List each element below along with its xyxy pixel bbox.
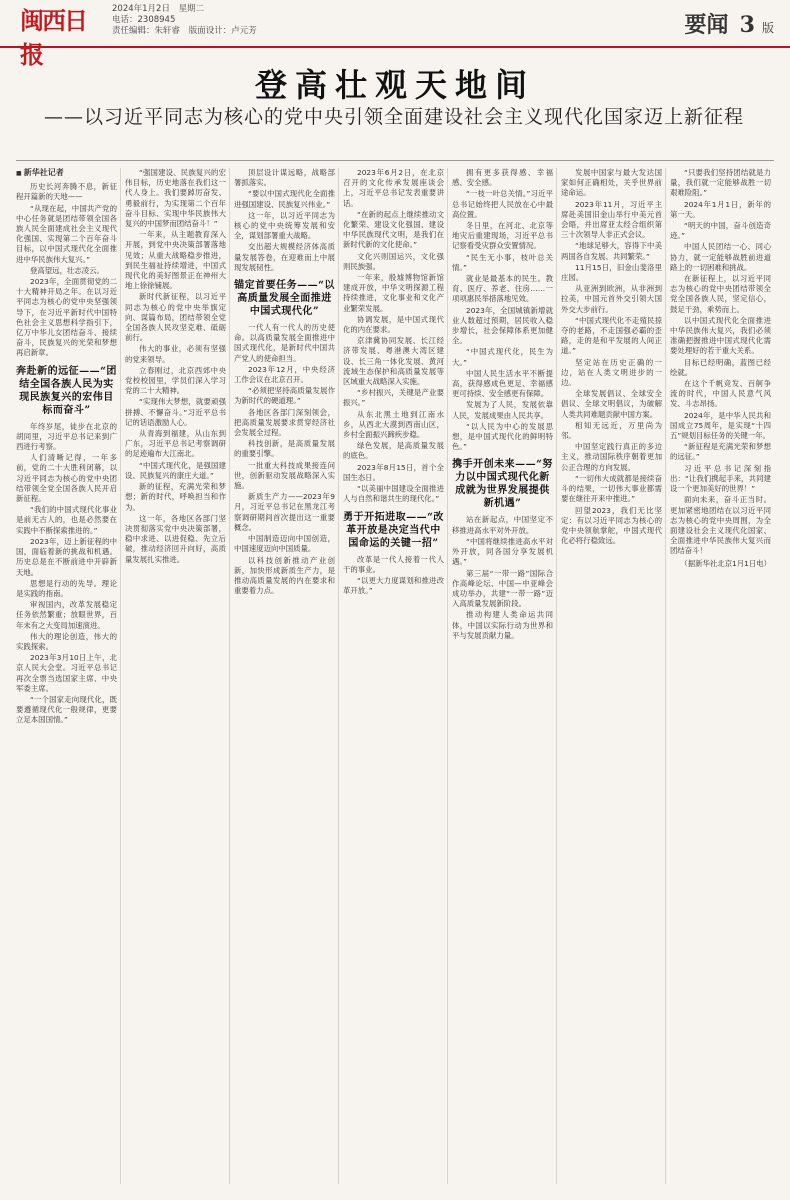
article-paragraph: 文化兴则国运兴，文化强则民族强。 bbox=[343, 251, 444, 271]
article-paragraph: 中国制造迈向中国创造，中国速度迈向中国质量。 bbox=[234, 534, 335, 554]
article-paragraph: 2023年3月10日上午，北京人民大会堂。习近平总书记再次全票当选国家主席、中央军委主席。 bbox=[16, 653, 117, 693]
article-paragraph: 中国人民团结一心、同心协力，就一定能够战胜前进道路上的一切困难和挑战。 bbox=[670, 242, 771, 272]
article-paragraph: 就业是最基本的民生。教育、医疗、养老、住房……一项项惠民举措落地见效。 bbox=[452, 274, 553, 304]
article-headline: 登高壮观天地间 bbox=[254, 66, 535, 104]
section-subtitle: 奔赴新的远征——“团结全国各族人民为实现民族复兴的宏伟目标而奋斗” bbox=[16, 365, 117, 416]
article-paragraph: 审视国内，改革发展稳定任务依然繁重；放眼世界，百年未有之大变局加速演进。 bbox=[16, 600, 117, 630]
article-paragraph: “只要我们坚持团结就是力量，我们就一定能够战胜一切艰难险阻。” bbox=[670, 168, 771, 198]
article-paragraph: 2023年12月，中央经济工作会议在北京召开。 bbox=[234, 364, 335, 385]
article-paragraph: 拥有更多获得感、幸福感、安全感。 bbox=[452, 168, 553, 188]
newspaper-logo: 闽西日报 bbox=[20, 6, 86, 69]
edition-label bbox=[684, 8, 774, 39]
article-paragraph: 站在新起点，中国坚定不移推进高水平对外开放。 bbox=[452, 515, 553, 535]
article-paragraph: 登高望远，壮志凌云。 bbox=[30, 265, 104, 275]
article-paragraph: 2024年，是中华人民共和国成立75周年，是实现“十四五”规划目标任务的关键一年。 bbox=[670, 410, 771, 441]
article-paragraph: 2023年8月15日，首个全国生态日。 bbox=[343, 462, 444, 482]
section-subtitle: 勇于开拓进取——“改革开放是决定当代中国命运的关键一招” bbox=[343, 511, 444, 549]
article-paragraph: 在这个千帆竞发、百舸争流的时代，中国人民意气风发、斗志昂扬。 bbox=[670, 379, 771, 409]
article-paragraph: “中国将继续推进高水平对外开放，同各国分享发展机遇。” bbox=[452, 536, 553, 567]
article-column bbox=[561, 168, 666, 1184]
article-body bbox=[16, 168, 774, 1184]
article-paragraph: “实现伟大梦想，就要顽强拼搏、不懈奋斗。”习近平总书记的话语激励人心。 bbox=[125, 397, 226, 427]
article-paragraph: “明天的中国，奋斗创造奇迹。” bbox=[670, 221, 771, 241]
article-paragraph: 绿色发展，是高质量发展的底色。 bbox=[343, 441, 444, 461]
article-paragraph: “以人民为中心的发展思想，是中国式现代化的鲜明特色。” bbox=[452, 421, 553, 452]
article-paragraph: 思想是行动的先导。理论是实践的指南。 bbox=[16, 578, 117, 598]
article-paragraph: 改革是一代人接着一代人干的事业。 bbox=[343, 554, 444, 574]
article-paragraph: 交出超大规模经济体高质量发展答卷，在迎难而上中展现发展韧性。 bbox=[234, 242, 335, 272]
section-subtitle: 携手开创未来——“努力以中国式现代化新成就为世界发展提供新机遇” bbox=[452, 459, 553, 510]
article-paragraph: “乡村振兴，关键是产业要振兴。” bbox=[343, 388, 444, 408]
article-paragraph: “中国式现代化，是强国建设、民族复兴的康庄大道。” bbox=[125, 460, 226, 480]
article-paragraph: “以更大力度谋划和推进改革开放。” bbox=[343, 575, 444, 596]
article-paragraph: “一切伟大成就都是接续奋斗的结果，一切伟大事业都需要在继往开来中推进。” bbox=[561, 473, 662, 504]
article-paragraph: 2023年，迈上新征程的中国，面临着新的挑战和机遇。历史总是在不断前进中开辟新天地。 bbox=[16, 536, 117, 577]
article-paragraph: “从现在起，中国共产党的中心任务就是团结带领全国各族人民全面建成社会主义现代化强国、实现第二个百年奋斗目标，以中国式现代化全面推进中华民族伟大复兴。” bbox=[16, 203, 117, 264]
article-column bbox=[16, 168, 121, 1184]
page-number: 3 bbox=[739, 12, 755, 38]
article-paragraph: 人们清晰记得，一年多前，党的二十大胜利闭幕，以习近平同志为核心的党中央团结带领全党全国各族人民开启新征程。 bbox=[16, 453, 117, 504]
article-paragraph: 立春刚过，北京西郊中央党校校园里，学员们深入学习党的二十大精神。 bbox=[125, 365, 226, 396]
section-name: 要闻 bbox=[684, 12, 729, 38]
article-column bbox=[343, 168, 448, 1184]
article-paragraph: “中国式现代化不走殖民掠夺的老路，不走国强必霸的歪路，走的是和平发展的人间正道。” bbox=[561, 315, 662, 356]
article-paragraph: “以美丽中国建设全面推进人与自然和谐共生的现代化。” bbox=[343, 484, 444, 504]
article-paragraph: “我们的中国式现代化事业是前无古人的，也是必然要在实践中不断探索推进的。” bbox=[16, 505, 117, 535]
article-paragraph: 坚定站在历史正确的一边，站在人类文明进步的一边。 bbox=[561, 357, 662, 388]
article-paragraph: 各地区各部门深刻领会，把高质量发展要求贯穿经济社会发展全过程。 bbox=[234, 407, 335, 438]
article-paragraph: 伟大的事业，必须有坚强的党来领导。 bbox=[125, 344, 226, 364]
article-paragraph: 这一年，以习近平同志为核心的党中央统筹发展和安全，谋划部署重大战略。 bbox=[234, 210, 335, 241]
masthead bbox=[0, 0, 790, 69]
article-paragraph: 一年来，从主题教育深入开展，到党中央决策部署落地见效；从重大战略稳步推进，到民生福祉持续增进，中国式现代化的美好图景正在神州大地上徐徐铺展。 bbox=[125, 230, 226, 291]
article-paragraph: “新征程是充满光荣和梦想的远征。” bbox=[670, 442, 771, 462]
article-paragraph: 科技创新，是高质量发展的重要引擎。 bbox=[234, 439, 335, 459]
section-subtitle: 锚定首要任务——“以高质量发展全面推进中国式现代化” bbox=[234, 280, 335, 318]
article-paragraph: 以中国式现代化全面推进中华民族伟大复兴，我们必须准确把握推进中国式现代化需要处理好的若干重大关系。 bbox=[670, 315, 771, 356]
article-paragraph: 年终岁尾，徒步在北京的胡同里，习近平总书记来到广西进行考察。 bbox=[16, 421, 117, 452]
article-column bbox=[125, 168, 230, 1184]
article-paragraph: 11月15日，旧金山斐洛里庄园。 bbox=[561, 262, 662, 283]
article-paragraph: 协调发展，是中国式现代化的内在要求。 bbox=[343, 314, 444, 335]
article-paragraph: 2023年6月2日，在北京召开的文化传承发展座谈会上，习近平总书记发表重要讲话。 bbox=[343, 168, 444, 208]
article-paragraph: 第三届“一带一路”国际合作高峰论坛、中国—中亚峰会成功举办，共建“一带一路”迈入高质量发展新阶段。 bbox=[452, 568, 553, 609]
article-paragraph: 从青海到福建，从山东到广东，习近平总书记考察调研的足迹遍布大江南北。 bbox=[125, 429, 226, 459]
issue-editor: 责任编辑：朱轩睿 bbox=[112, 26, 181, 36]
headline-divider bbox=[16, 160, 774, 161]
article-paragraph: 历史长河奔腾不息，新征程开篇新的天地—— bbox=[16, 182, 117, 202]
article-paragraph: 一年来，殷墟博物馆新馆建成开放，中华文明探源工程持续推进，文化事业和文化产业繁荣发展。 bbox=[343, 273, 444, 313]
issue-date: 2024年1月2日 bbox=[112, 4, 170, 14]
article-paragraph: 新时代新征程，以习近平同志为核心的党中央举旗定向、谋篇布局，团结带领全党全国各族人民攻坚克难、砥砺前行。 bbox=[125, 292, 226, 343]
article-column bbox=[670, 168, 774, 1184]
article-paragraph: 以科技创新推动产业创新，加快形成新质生产力，是推动高质量发展的内在要求和重要着力点。 bbox=[234, 555, 335, 596]
article-paragraph: 伟大的理论创造，伟大的实践探索。 bbox=[16, 631, 117, 651]
article-paragraph: 习近平总书记深刻指出：“让我们携起手来，共同建设一个更加美好的世界！” bbox=[670, 463, 771, 494]
article-paragraph: 全球发展倡议、全球安全倡议、全球文明倡议，为破解人类共同难题贡献中国方案。 bbox=[561, 389, 662, 419]
article-paragraph: 2024年1月1日，新年的第一天。 bbox=[670, 199, 771, 219]
article-source-note: （据新华社北京1月1日电） bbox=[680, 558, 771, 568]
article-paragraph: “强国建设、民族复兴的宏伟目标，历史地落在我们这一代人身上。我们要踔厉奋发、勇毅前行，为实现第二个百年奋斗目标、实现中华民族伟大复兴的中国梦而团结奋斗！” bbox=[125, 168, 226, 229]
article-paragraph: “民生无小事，枝叶总关情。” bbox=[452, 252, 553, 272]
article-paragraph: 2023年，全国城镇新增就业人数超过预期，居民收入稳步增长，社会保障体系更加健全。 bbox=[452, 305, 553, 346]
article-paragraph: 推动构建人类命运共同体，中国以实际行动为世界和平与发展贡献力量。 bbox=[452, 610, 553, 640]
article-paragraph: 一批重大科技成果接连问世，创新驱动发展战略深入实施。 bbox=[234, 460, 335, 491]
article-paragraph: “一个国家走向现代化，既要遵循现代化一般规律，更要立足本国国情。” bbox=[16, 694, 117, 725]
article-paragraph: 发展为了人民，发展依靠人民，发展成果由人民共享。 bbox=[452, 400, 553, 420]
article-paragraph: “中国式现代化，民生为大。” bbox=[452, 347, 553, 367]
article-paragraph: 京津冀协同发展、长江经济带发展、粤港澳大湾区建设、长三角一体化发展、黄河流域生态保护和高质量发展等区域重大战略深入实施。 bbox=[343, 336, 444, 387]
article-byline: ■ 新华社记者 bbox=[16, 168, 117, 179]
article-paragraph: 回望2023，我们无比坚定：有以习近平同志为核心的党中央领航掌舵，中国式现代化必将行稳致远。 bbox=[561, 505, 662, 546]
article-paragraph: “一枝一叶总关情。”习近平总书记始终把人民放在心中最高位置。 bbox=[452, 189, 553, 219]
article-paragraph: 从东北黑土地到江南水乡，从西北大漠到西南山区，乡村全面振兴蹄疾步稳。 bbox=[343, 409, 444, 440]
article-paragraph: “在新的起点上继续推动文化繁荣、建设文化强国、建设中华民族现代文明，是我们在新时代新的文化使命。” bbox=[343, 209, 444, 250]
issue-meta bbox=[112, 4, 263, 37]
article-paragraph: 一代人有一代人的历史使命。以高质量发展全面推进中国式现代化，是新时代中国共产党人的使命担当。 bbox=[234, 323, 335, 363]
article-column bbox=[234, 168, 339, 1184]
article-paragraph: 中国人民生活水平不断提高，获得感成色更足、幸福感更可持续、安全感更有保障。 bbox=[452, 368, 553, 399]
article-paragraph: 从亚洲到欧洲，从非洲到拉美，中国元首外交引领大国外交大步前行。 bbox=[561, 284, 662, 314]
article-paragraph: 目标已经明确，蓝图已经绘就。 bbox=[670, 357, 771, 377]
article-paragraph: 新的征程，充满光荣和梦想；新的时代，呼唤担当和作为。 bbox=[125, 482, 226, 512]
article-paragraph: “要以中国式现代化全面推进强国建设、民族复兴伟业。” bbox=[234, 189, 335, 209]
article-paragraph: 发展中国家与最大发达国家如何正确相处，关乎世界前途命运。 bbox=[561, 168, 662, 198]
article-paragraph: 这一年，各地区各部门坚决贯彻落实党中央决策部署，稳中求进、以进促稳、先立后破，推动经济回升向好，高质量发展扎实推进。 bbox=[125, 513, 226, 564]
page-suffix: 版 bbox=[761, 21, 774, 35]
article-paragraph: “地球足够大，容得下中美两国各自发展、共同繁荣。” bbox=[561, 241, 662, 261]
article-subheadline: ——以习近平同志为核心的党中央引领全面建设社会主义现代化国家迈上新征程 bbox=[44, 106, 745, 128]
article-paragraph: “必须把坚持高质量发展作为新时代的硬道理。” bbox=[234, 386, 335, 406]
article-column bbox=[452, 168, 557, 1184]
article-paragraph: 冬日里，在河北、北京等地灾后重建现场，习近平总书记察看受灾群众安置情况。 bbox=[452, 221, 553, 251]
article-paragraph: 面向未来，奋斗正当时。更加紧密地团结在以习近平同志为核心的党中央周围，为全面建设社会主义现代化国家、全面推进中华民族伟大复兴而团结奋斗！ bbox=[670, 495, 771, 556]
article-paragraph: 相知无远近，万里尚为邻。 bbox=[561, 420, 662, 441]
article-paragraph: 2023年11月，习近平主席赴美国旧金山举行中美元首会晤，并出席亚太经合组织第三十次领导人非正式会议。 bbox=[561, 199, 662, 240]
article-paragraph: 在新征程上，以习近平同志为核心的党中央团结带领全党全国各族人民，坚定信心，鼓足干劲，乘势而上。 bbox=[670, 274, 771, 314]
article-paragraph: 2023年，全面贯彻党的二十大精神开局之年。在以习近平同志为核心的党中央坚强领导下，在习近平新时代中国特色社会主义思想科学指引下，亿万中华儿女团结奋斗、接续奋斗，民族复兴的光荣和梦想再启新章。 bbox=[16, 277, 117, 358]
issue-proof: 版面设计：卢元芳 bbox=[188, 26, 257, 36]
article-paragraph: 顶层设计谋远略，战略部署抓落实。 bbox=[234, 168, 335, 188]
issue-weekday: 星期二 bbox=[178, 4, 205, 14]
issue-phone: 电话：2308945 bbox=[112, 15, 176, 25]
article-paragraph: 中国坚定践行真正的多边主义，推动国际秩序朝着更加公正合理的方向发展。 bbox=[561, 442, 662, 472]
article-paragraph: 新质生产力——2023年9月，习近平总书记在黑龙江考察调研期间首次提出这一重要概念。 bbox=[234, 492, 335, 532]
